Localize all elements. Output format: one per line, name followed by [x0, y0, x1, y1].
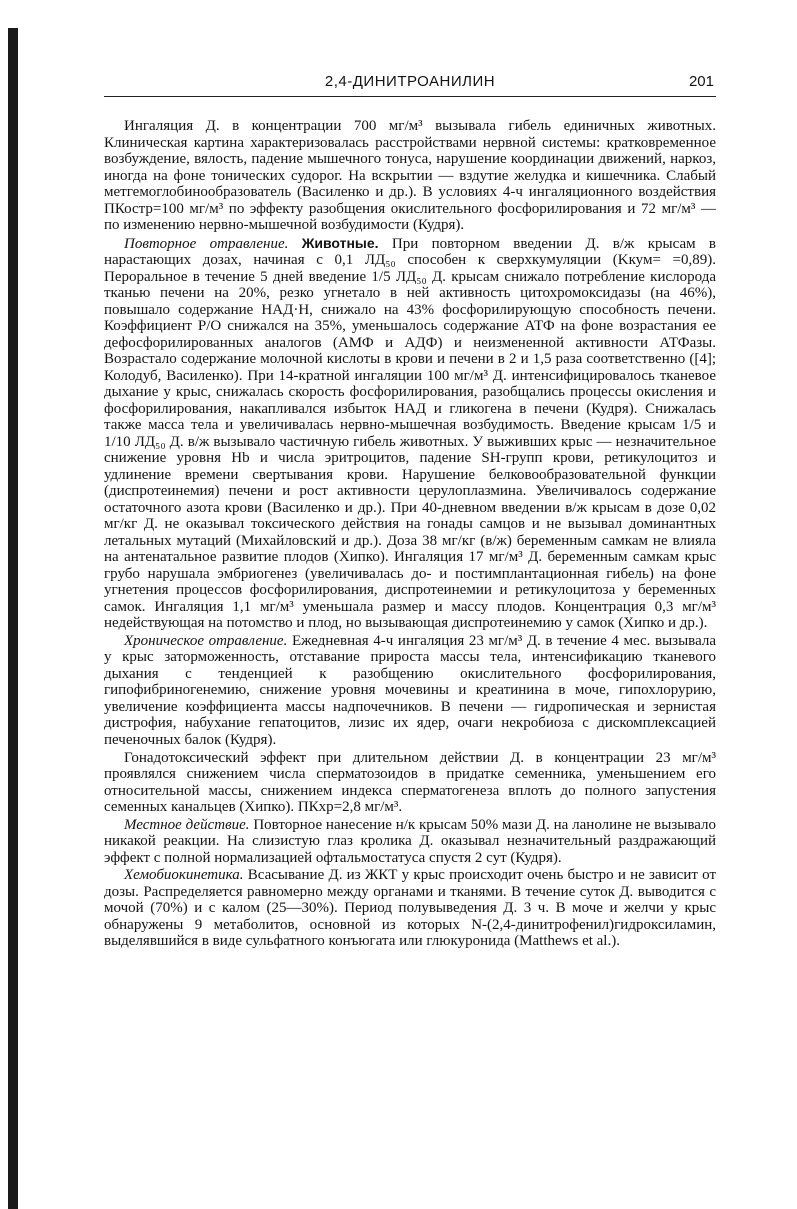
paragraph-gonadotoxic: [104, 750, 716, 816]
paragraph-text: Ежедневная 4-ч ингаляция 23 мг/м³ Д. в течение 4 мес. вызывала у крыс заторможенность, отставание прироста массы тела, интенсификацию тканевого дыхания с тенденцией к разобщению окислительного фосфорилирования, гипофибриногенемию, снижение уровня мочевины и креатинина в моче, гипохлорурию, увеличение коэффициента массы надпочечников. В печени — гидропическая и зернистая дистрофия, набухание гепатоцитов, лизис их ядер, очаги некробиоза с дискомплексацией печеночных балок (Кудря).: [104, 632, 717, 748]
body-text: [104, 118, 716, 951]
paragraph-text: При повторном введении Д. в/ж крысам в нарастающих дозах, начиная с 0,1 ЛД₅₀ способен к сверхкумуляции (Kкум= =0,89). Пероральное в течение 5 дней введение 1/5 ЛД₅₀ Д. крысам снижало потребление кислорода тканью печени на 20%, резко угнетало в ней активность цитохромоксидазы (на 46%), повышало содержание НАД·Н, снижало на 43% фосфорилирующую способность печени. Коэффициент Р/О снижался на 35%, уменьшалось содержание АТФ на фоне возрастания ее дефосфорилированных аналогов (АМФ и АДФ) и неизмененной активности АТФазы. Возрастало содержание молочной кислоты в крови и печени в 2 и 1,5 раза соответственно ([4]; Колодуб, Василенко). При 14-кратной ингаляции 100 мг/м³ Д. интенсифицировалось тканевое дыхание у крыс, снижалась скорость фосфорилирования, разобщались процессы окисления и фосфорилирования, накапливался избыток НАД и гликогена в печени (Кудря). Снижалась также масса тела и увеличивалась нервно-мышечная возбудимость. Введение крысам 1/5 и 1/10 ЛД₅₀ Д. в/ж вызывало частичную гибель животных. У выживших крыс — незначительное снижение уровня Hb и числа эритроцитов, падение SH-групп крови, ретикулоцитоз и удлинение времени свертывания крови. Нарушение белковообразовательной функции (диспротеинемия) печени и рост активности церулоплазмина. Увеличивалось содержание остаточного азота крови (Василенко и др.). При 40-дневном введении в/ж крысам в дозе 0,02 мг/кг Д. не оказывал токсического действия на гонады самцов и не вызывал доминантных летальных мутаций (Михайловский и др.). Доза 38 мг/кг (в/ж) беременным самкам не влияла на антенатальное развитие плодов (Хипко). Ингаляция 17 мг/м³ Д. беременным самкам крыс грубо нарушала эмбриогенез (увеличивалась до- и постимплантационная гибель) на фоне угнетения процессов фосфорилирования, диспротеинемии и ретикулоцитоза у беременных самок. Ингаляция 1,1 мг/м³ уменьшала размер и массу плодов. Концентрация 0,3 мг/м³ недействующая на потомство и плод, но вызывающая диспротеинемию у самок (Хипко и др.).: [104, 235, 717, 632]
book-spine-shadow: [8, 28, 18, 1209]
section-lead: Местное действие.: [124, 816, 250, 833]
page-number: 201: [688, 73, 714, 90]
paragraph-chronic-poisoning: [104, 633, 716, 749]
section-lead: Повторное отравление.: [124, 235, 289, 252]
running-header: [104, 73, 716, 95]
paragraph-repeated-poisoning: [104, 235, 716, 632]
paragraph-inhalation: [104, 118, 716, 234]
paragraph-chemobiokinetics: [104, 867, 716, 950]
running-title: 2,4-ДИНИТРОАНИЛИН: [324, 73, 496, 90]
paragraph-local-action: [104, 817, 716, 867]
section-sublead: Животные.: [301, 234, 379, 251]
header-rule: [104, 96, 716, 97]
paragraph-text: Всасывание Д. из ЖКТ у крыс происходит очень быстро и не зависит от дозы. Распределяется равномерно между органами и тканями. В течение суток Д. выводится с мочой (70%) и с калом (25—30%). Период полувыведения Д. 3 ч. В моче и желчи у крыс обнаружены 9 метаболитов, основной из которых N-(2,4-динитрофенил)гидроксиламин, выделявшийся в виде сульфатного конъюгата или глюкуронида (Matthews et al.).: [104, 867, 717, 950]
paragraph-text: Повторное нанесение н/к крысам 50% мази Д. на ланолине не вызывало никакой реакции. На слизистую глаз кролика Д. оказывал незначительный раздражающий эффект с полной нормализацией офтальмостатуса спустя 2 сут (Кудря).: [104, 816, 716, 866]
paragraph-text: Гонадотоксический эффект при длительном действии Д. в концентрации 23 мг/м³ проявлялся снижением числа сперматозоидов в придатке семенника, уменьшением его относительной массы, снижением индекса сперматогенеза вплоть до полного запустения семенных канальцев (Хипко). ПКхр=2,8 мг/м³.: [104, 749, 716, 816]
paragraph-text: Ингаляция Д. в концентрации 700 мг/м³ вызывала гибель единичных животных. Клиническая картина характеризовалась расстройствами нервной системы: кратковременное возбуждение, вялость, падение мышечного тонуса, нарушение координации движений, наркоз, иногда на фоне тонических судорог. На вскрытии — вздутие желудка и кишечника. Слабый метгемоглобинообразователь (Василенко и др.). В условиях 4-ч ингаляционного воздействия ПКостр=100 мг/м³ по эффекту разобщения окислительного фосфорилирования и 72 мг/м³ — по изменению нервно-мышечной возбудимости (Кудря).: [104, 118, 716, 233]
section-lead: Хемобиокинетика.: [124, 867, 244, 884]
section-lead: Хроническое отравление.: [124, 632, 288, 649]
